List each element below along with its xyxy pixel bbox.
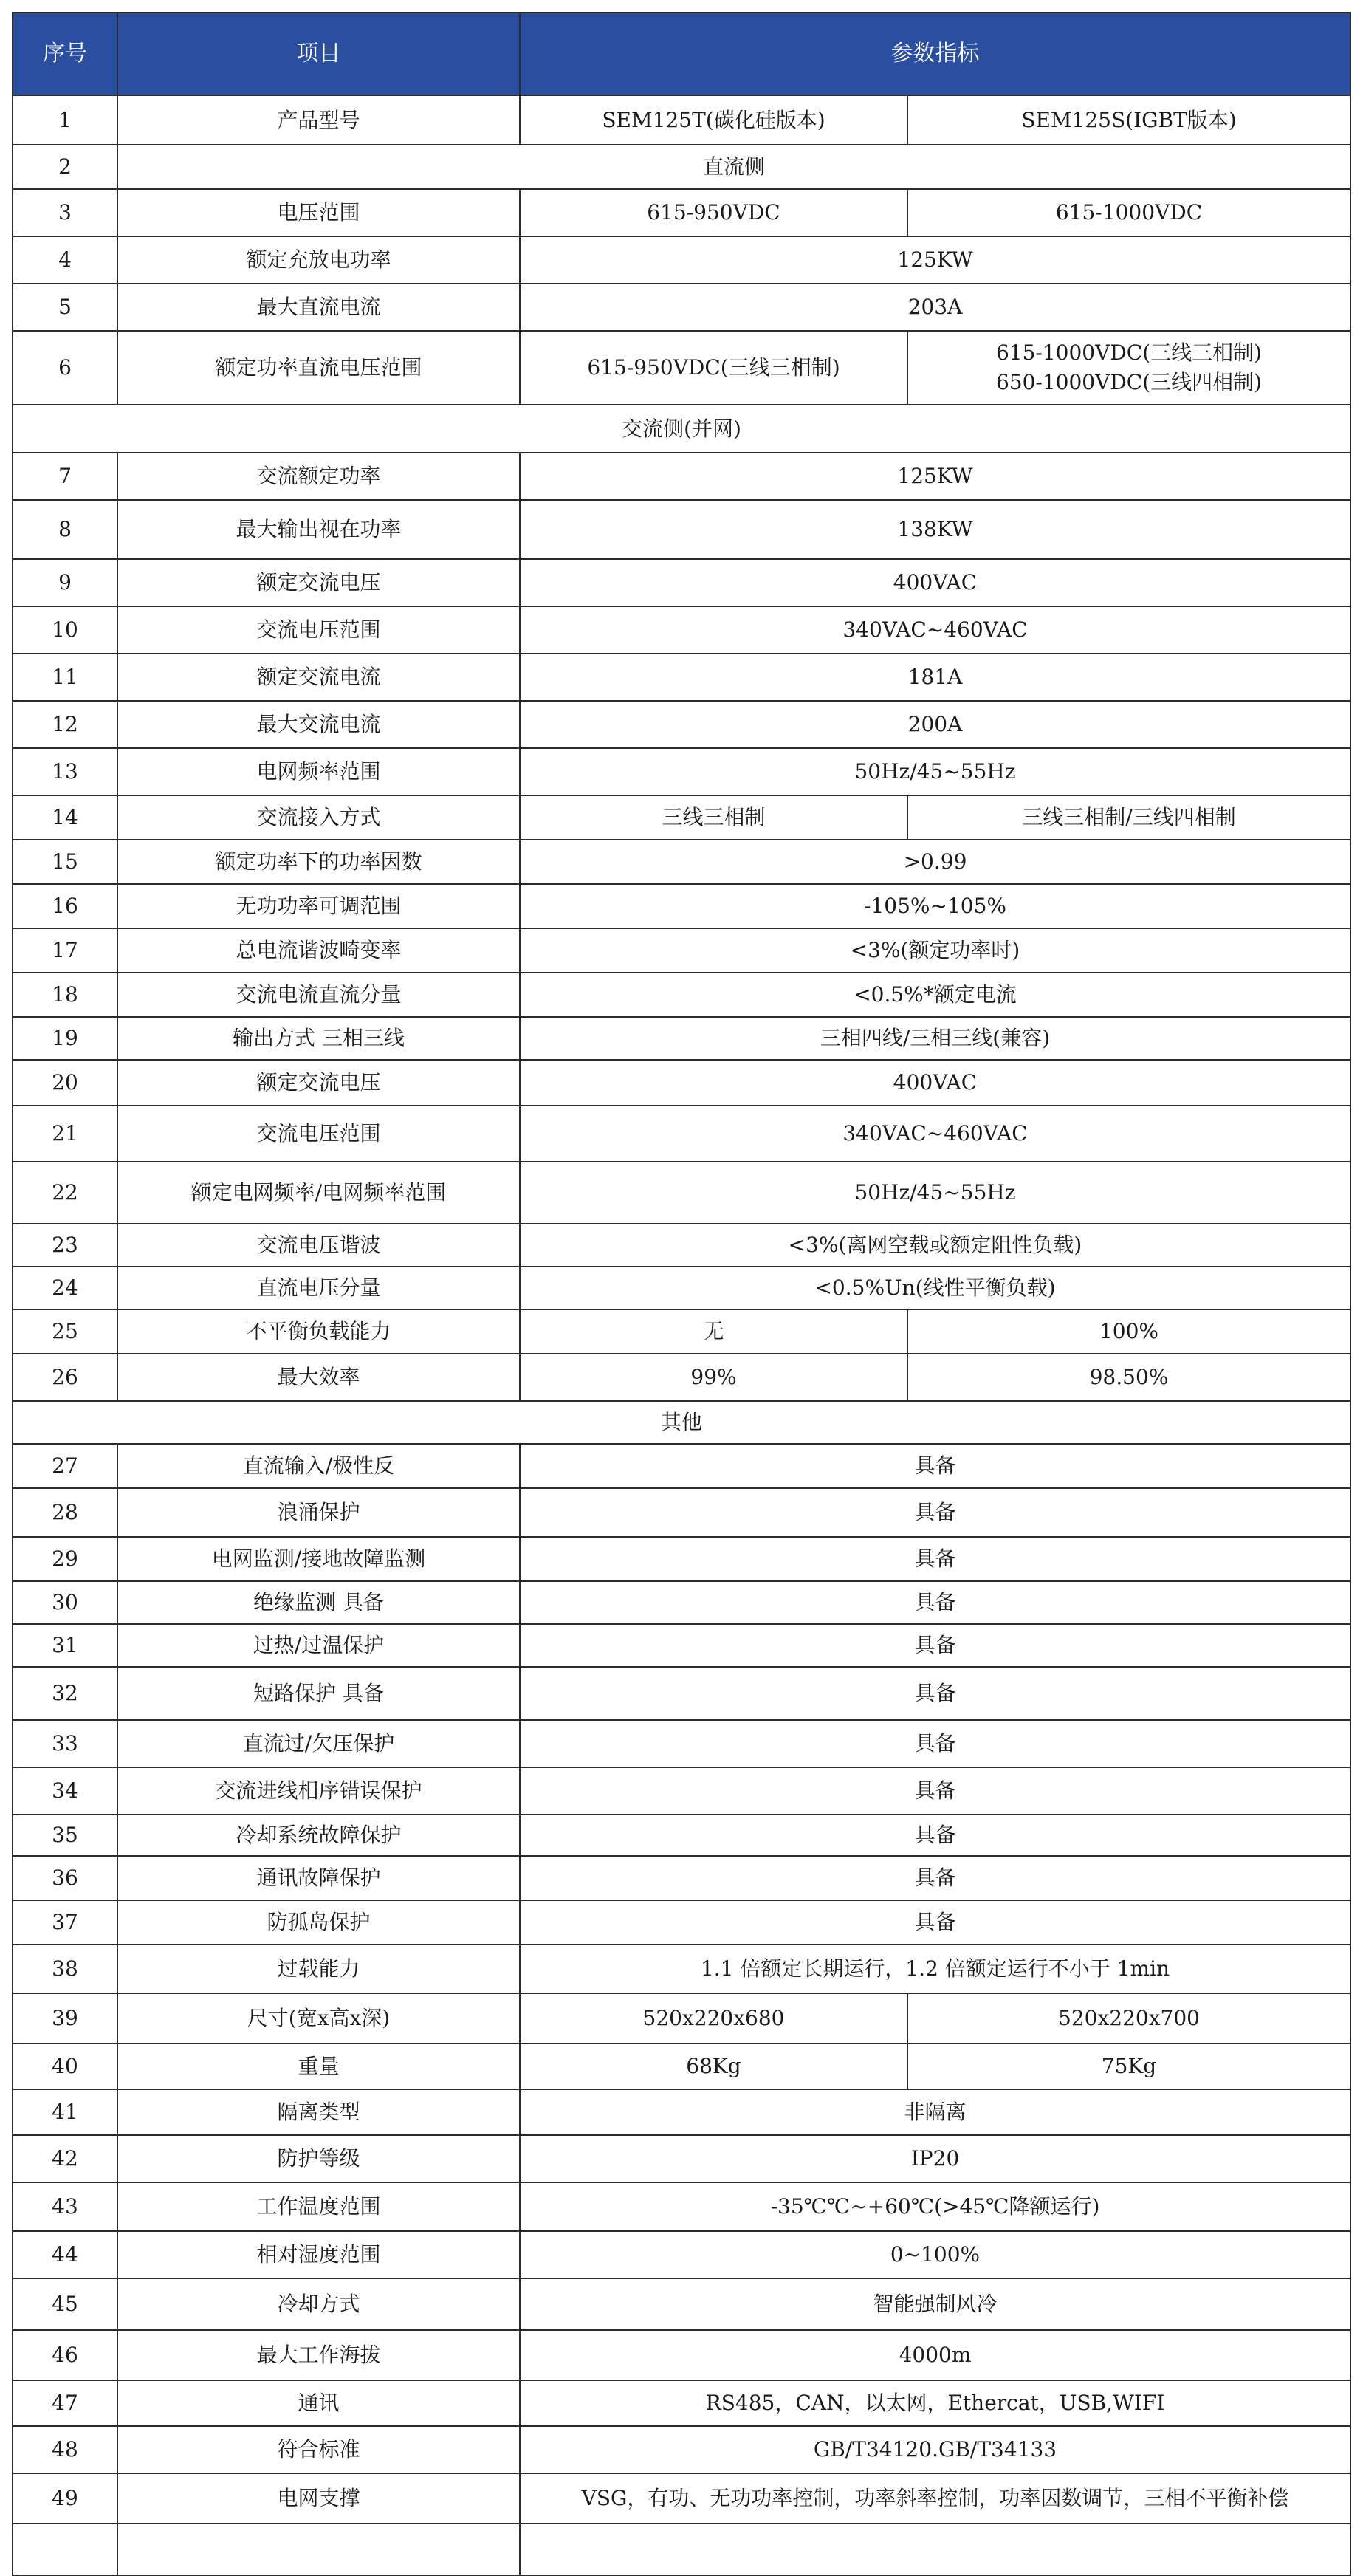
table-row	[13, 840, 1350, 884]
row-number: 38	[13, 1945, 117, 1993]
row-number: 45	[13, 2278, 117, 2330]
row-value: 50Hz/45~55Hz	[520, 1162, 1350, 1224]
row-number: 24	[13, 1267, 117, 1309]
row-item: 交流进线相序错误保护	[117, 1767, 520, 1815]
table-row	[13, 1162, 1350, 1224]
row-number: 44	[13, 2231, 117, 2278]
row-item: 冷却方式	[117, 2278, 520, 2330]
row-value: -105%~105%	[520, 884, 1350, 928]
row-number: 48	[13, 2426, 117, 2473]
row-value-sic: SEM125T(碳化硅版本)	[520, 95, 907, 145]
row-number: 31	[13, 1624, 117, 1667]
row-item: 电网监测/接地故障监测	[117, 1537, 520, 1581]
table-row	[13, 748, 1350, 795]
table-row	[13, 1624, 1350, 1667]
row-item: 额定交流电压	[117, 559, 520, 606]
row-item: 防护等级	[117, 2135, 520, 2182]
row-number: 27	[13, 1444, 117, 1488]
row-number: 18	[13, 973, 117, 1017]
row-value: GB/T34120.GB/T34133	[520, 2426, 1350, 2473]
row-value: IP20	[520, 2135, 1350, 2182]
row-number: 5	[13, 284, 117, 331]
row-value-igbt: 98.50%	[907, 1354, 1350, 1401]
row-item: 直流输入/极性反	[117, 1444, 520, 1488]
table-row	[13, 1309, 1350, 1354]
row-item: 防孤岛保护	[117, 1900, 520, 1945]
row-number: 33	[13, 1720, 117, 1767]
table-row	[13, 1444, 1350, 1488]
table-row	[13, 795, 1350, 840]
table-row	[13, 701, 1350, 748]
row-value-sic: 615-950VDC	[520, 189, 907, 236]
row-value-sic: 615-950VDC(三线三相制)	[520, 331, 907, 405]
row-value-igbt	[907, 331, 1350, 405]
row-value: 50Hz/45~55Hz	[520, 748, 1350, 795]
row-number: 23	[13, 1224, 117, 1267]
table-row	[13, 453, 1350, 500]
row-item: 符合标准	[117, 2426, 520, 2473]
table-row	[13, 1767, 1350, 1815]
table-row	[13, 1267, 1350, 1309]
row-item: 隔离类型	[117, 2089, 520, 2135]
row-value: <0.5%Un(线性平衡负载)	[520, 1267, 1350, 1309]
row-number: 6	[13, 331, 117, 405]
table-row	[13, 1993, 1350, 2044]
row-number: 26	[13, 1354, 117, 1401]
row-number: 4	[13, 236, 117, 284]
row-value-sic: 无	[520, 1309, 907, 1354]
row-item: 重量	[117, 2044, 520, 2089]
row-number: 39	[13, 1993, 117, 2044]
row-number: 46	[13, 2330, 117, 2380]
row-item: 最大工作海拔	[117, 2330, 520, 2380]
row-value: 340VAC~460VAC	[520, 1106, 1350, 1162]
row-value-sic: 520x220x680	[520, 1993, 907, 2044]
row-item: 额定交流电流	[117, 654, 520, 701]
row-value: 具备	[520, 1856, 1350, 1900]
row-item: 尺寸(宽x高x深)	[117, 1993, 520, 2044]
row-number: 47	[13, 2380, 117, 2426]
row-value: 181A	[520, 654, 1350, 701]
row-item: 交流电流直流分量	[117, 973, 520, 1017]
row-value: 智能强制风冷	[520, 2278, 1350, 2330]
section-title: 交流侧(并网)	[13, 405, 1350, 453]
row-value: 125KW	[520, 453, 1350, 500]
row-number: 12	[13, 701, 117, 748]
table-row	[13, 1488, 1350, 1537]
row-value: 4000m	[520, 2330, 1350, 2380]
row-number: 25	[13, 1309, 117, 1354]
table-row	[13, 1354, 1350, 1401]
table-row	[13, 928, 1350, 973]
row-number: 1	[13, 95, 117, 145]
row-item: 交流电压范围	[117, 606, 520, 654]
row-value: 0~100%	[520, 2231, 1350, 2278]
row-item: 过热/过温保护	[117, 1624, 520, 1667]
table-row	[13, 1945, 1350, 1993]
row-item: 直流电压分量	[117, 1267, 520, 1309]
row-item: 额定充放电功率	[117, 236, 520, 284]
table-row	[13, 1224, 1350, 1267]
row-item: 电压范围	[117, 189, 520, 236]
table-row	[13, 1815, 1350, 1856]
row-item: 额定电网频率/电网频率范围	[117, 1162, 520, 1224]
row-value: 具备	[520, 1488, 1350, 1537]
table-row	[13, 2278, 1350, 2330]
row-item: 最大交流电流	[117, 701, 520, 748]
table-row	[13, 1060, 1350, 1106]
row-item: 不平衡负载能力	[117, 1309, 520, 1354]
table-row	[13, 2044, 1350, 2089]
row-value-sic: 99%	[520, 1354, 907, 1401]
row-number: 9	[13, 559, 117, 606]
row-item: 额定交流电压	[117, 1060, 520, 1106]
row-value: <3%(离网空载或额定阻性负载)	[520, 1224, 1350, 1267]
table-row	[13, 1017, 1350, 1060]
row-value: 具备	[520, 1581, 1350, 1624]
table-row	[13, 1537, 1350, 1581]
row-number: 41	[13, 2089, 117, 2135]
row-item: 过载能力	[117, 1945, 520, 1993]
table-row	[13, 2089, 1350, 2135]
row-item: 浪涌保护	[117, 1488, 520, 1537]
header-item: 项目	[117, 13, 520, 95]
row-value: 具备	[520, 1667, 1350, 1720]
row-value-igbt: 三线三相制/三线四相制	[907, 795, 1350, 840]
row-value: 400VAC	[520, 559, 1350, 606]
table-row	[13, 2330, 1350, 2380]
row-value-igbt-line1: 615-1000VDC(三线三相制)	[995, 340, 1263, 365]
table-row	[13, 1667, 1350, 1720]
header-param: 参数指标	[520, 13, 1350, 95]
row-number: 29	[13, 1537, 117, 1581]
row-number: 43	[13, 2182, 117, 2231]
row-value: -35℃℃~+60℃(>45℃降额运行)	[520, 2182, 1350, 2231]
row-number: 40	[13, 2044, 117, 2089]
row-value: VSG，有功、无功功率控制，功率斜率控制，功率因数调节，三相不平衡补偿	[520, 2473, 1350, 2524]
row-value: 具备	[520, 1720, 1350, 1767]
row-value: 125KW	[520, 236, 1350, 284]
row-item: 通讯故障保护	[117, 1856, 520, 1900]
row-value: 138KW	[520, 500, 1350, 559]
row-item: 短路保护 具备	[117, 1667, 520, 1720]
row-number: 13	[13, 748, 117, 795]
row-number: 42	[13, 2135, 117, 2182]
table-row	[13, 189, 1350, 236]
row-value: 具备	[520, 1537, 1350, 1581]
row-item: 电网支撑	[117, 2473, 520, 2524]
table-row	[13, 1856, 1350, 1900]
row-value: 具备	[520, 1815, 1350, 1856]
row-value: 三相四线/三相三线(兼容)	[520, 1017, 1350, 1060]
section-title: 其他	[13, 1401, 1350, 1444]
table-row	[13, 1581, 1350, 1624]
row-value-sic: 三线三相制	[520, 795, 907, 840]
row-value: 203A	[520, 284, 1350, 331]
section-row	[13, 145, 1350, 189]
table-row	[13, 500, 1350, 559]
row-value: <0.5%*额定电流	[520, 973, 1350, 1017]
row-item: 交流接入方式	[117, 795, 520, 840]
table-row	[13, 606, 1350, 654]
row-item: 冷却系统故障保护	[117, 1815, 520, 1856]
table-row	[13, 2473, 1350, 2524]
row-item: 额定功率下的功率因数	[117, 840, 520, 884]
table-row	[13, 973, 1350, 1017]
row-item: 额定功率直流电压范围	[117, 331, 520, 405]
table-row	[13, 331, 1350, 405]
row-value	[520, 2524, 1350, 2575]
row-value: 具备	[520, 1444, 1350, 1488]
row-item: 最大输出视在功率	[117, 500, 520, 559]
table-row	[13, 2426, 1350, 2473]
row-value: 200A	[520, 701, 1350, 748]
row-number: 20	[13, 1060, 117, 1106]
row-number: 8	[13, 500, 117, 559]
row-value: 340VAC~460VAC	[520, 606, 1350, 654]
row-item: 电网频率范围	[117, 748, 520, 795]
row-value-igbt: 100%	[907, 1309, 1350, 1354]
row-number: 35	[13, 1815, 117, 1856]
row-value: 具备	[520, 1624, 1350, 1667]
row-number: 36	[13, 1856, 117, 1900]
row-number: 19	[13, 1017, 117, 1060]
row-value: 400VAC	[520, 1060, 1350, 1106]
table-row	[13, 236, 1350, 284]
row-number: 3	[13, 189, 117, 236]
table-row	[13, 2380, 1350, 2426]
row-number: 22	[13, 1162, 117, 1224]
row-item: 无功功率可调范围	[117, 884, 520, 928]
row-value-igbt: 75Kg	[907, 2044, 1350, 2089]
row-number: 2	[13, 145, 117, 189]
row-item: 产品型号	[117, 95, 520, 145]
table-row	[13, 884, 1350, 928]
row-value: 具备	[520, 1767, 1350, 1815]
row-item: 工作温度范围	[117, 2182, 520, 2231]
row-number: 11	[13, 654, 117, 701]
table-row	[13, 95, 1350, 145]
row-number: 10	[13, 606, 117, 654]
table-row	[13, 284, 1350, 331]
row-value-sic: 68Kg	[520, 2044, 907, 2089]
row-item: 总电流谐波畸变率	[117, 928, 520, 973]
row-number: 34	[13, 1767, 117, 1815]
row-number: 17	[13, 928, 117, 973]
row-item	[117, 2524, 520, 2575]
row-number: 49	[13, 2473, 117, 2524]
row-value: 具备	[520, 1900, 1350, 1945]
row-item: 交流电压谐波	[117, 1224, 520, 1267]
section-title: 直流侧	[117, 145, 1350, 189]
row-item: 交流电压范围	[117, 1106, 520, 1162]
table-row	[13, 1900, 1350, 1945]
row-value-igbt: 615-1000VDC	[907, 189, 1350, 236]
row-item: 最大效率	[117, 1354, 520, 1401]
row-value-igbt-line2: 650-1000VDC(三线四相制)	[995, 370, 1263, 394]
spec-table	[12, 12, 1351, 2576]
table-header-row	[13, 13, 1350, 95]
table-row	[13, 1720, 1350, 1767]
row-number: 30	[13, 1581, 117, 1624]
row-number: 21	[13, 1106, 117, 1162]
row-item: 输出方式 三相三线	[117, 1017, 520, 1060]
row-number: 14	[13, 795, 117, 840]
row-value: >0.99	[520, 840, 1350, 884]
table-row	[13, 559, 1350, 606]
section-row	[13, 405, 1350, 453]
table-row	[13, 2524, 1350, 2575]
header-seq: 序号	[13, 13, 117, 95]
row-value: RS485，CAN，以太网，Ethercat，USB,WIFI	[520, 2380, 1350, 2426]
row-number	[13, 2524, 117, 2575]
row-item: 最大直流电流	[117, 284, 520, 331]
section-row	[13, 1401, 1350, 1444]
row-item: 相对湿度范围	[117, 2231, 520, 2278]
row-item: 通讯	[117, 2380, 520, 2426]
row-number: 15	[13, 840, 117, 884]
row-value-igbt: 520x220x700	[907, 1993, 1350, 2044]
row-item: 直流过/欠压保护	[117, 1720, 520, 1767]
row-value: 1.1 倍额定长期运行，1.2 倍额定运行不小于 1min	[520, 1945, 1350, 1993]
row-number: 16	[13, 884, 117, 928]
table-row	[13, 1106, 1350, 1162]
table-row	[13, 2135, 1350, 2182]
row-value: 非隔离	[520, 2089, 1350, 2135]
row-number: 28	[13, 1488, 117, 1537]
row-value: <3%(额定功率时)	[520, 928, 1350, 973]
row-item: 绝缘监测 具备	[117, 1581, 520, 1624]
table-row	[13, 654, 1350, 701]
table-row	[13, 2182, 1350, 2231]
row-item: 交流额定功率	[117, 453, 520, 500]
table-row	[13, 2231, 1350, 2278]
row-number: 37	[13, 1900, 117, 1945]
row-value-igbt: SEM125S(IGBT版本)	[907, 95, 1350, 145]
row-number: 7	[13, 453, 117, 500]
row-number: 32	[13, 1667, 117, 1720]
